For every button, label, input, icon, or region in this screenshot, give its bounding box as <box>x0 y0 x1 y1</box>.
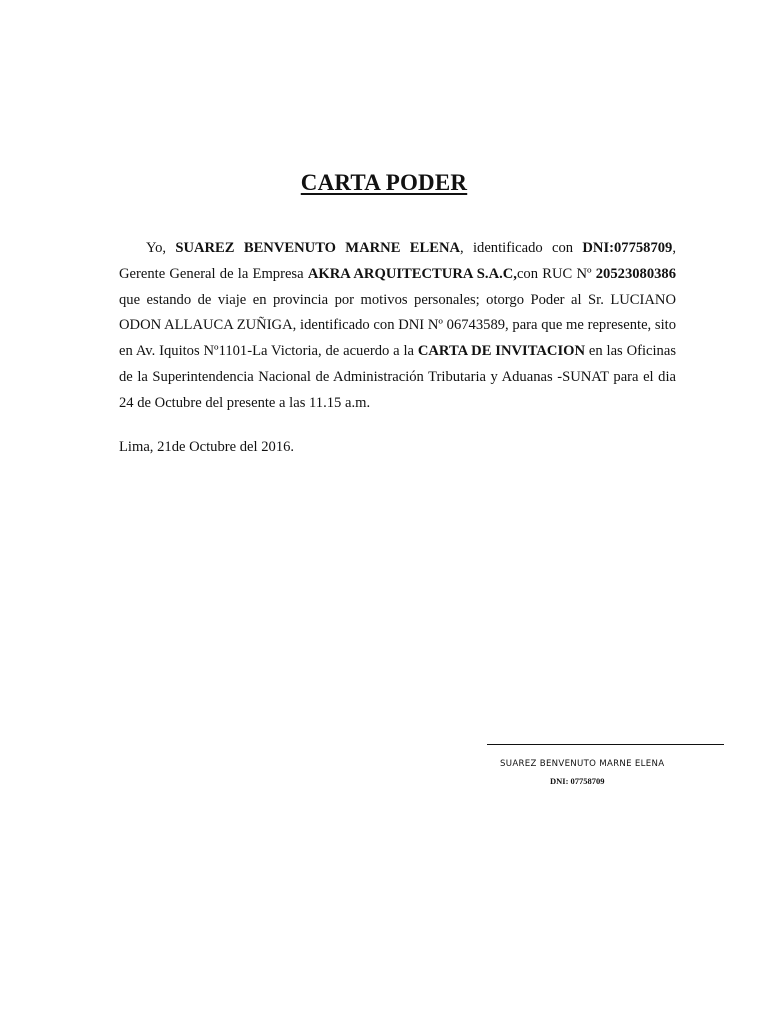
body-text-segment: en las Oficinas de la Superintendencia Nacional de Administración Tributaria y Aduanas -SUNAT para el dia 24 de Octubre del presente a las 11.15 a.m. <box>119 343 677 411</box>
company-name: AKRA ARQUITECTURA S.A.C, <box>307 265 517 282</box>
invitation-reference: CARTA DE INVITACION <box>417 343 586 360</box>
body-text-segment: Yo, <box>146 240 176 256</box>
body-paragraph <box>119 236 676 417</box>
body-text-segment: , Gerente General de la Empresa <box>119 240 677 282</box>
company-ruc: 20523080386 <box>595 265 677 282</box>
body-text-segment: , identificado con <box>460 240 583 256</box>
grantor-dni: DNI:07758709 <box>582 240 673 256</box>
place-and-date: Lima, 21de Octubre del 2016. <box>119 439 295 455</box>
signature-dni: DNI: 07758709 <box>550 776 605 786</box>
body-text-segment: con RUC Nº <box>516 265 596 282</box>
signature-name: SUAREZ BENVENUTO MARNE ELENA <box>500 759 665 769</box>
body-text-segment: que estando de viaje en provincia por motivos personales; otorgo Poder al Sr. LUCIANO ODON ALLAUCA ZUÑIGA, identificado con DNI Nº 06743589, para que me represente, sito en Av. Iquitos Nº1101-La Victoria, de acuerdo a la <box>119 291 676 360</box>
grantor-name: SUAREZ BENVENUTO MARNE ELENA <box>175 240 461 256</box>
signature-line <box>487 744 724 745</box>
document-title: CARTA PODER <box>300 170 468 195</box>
